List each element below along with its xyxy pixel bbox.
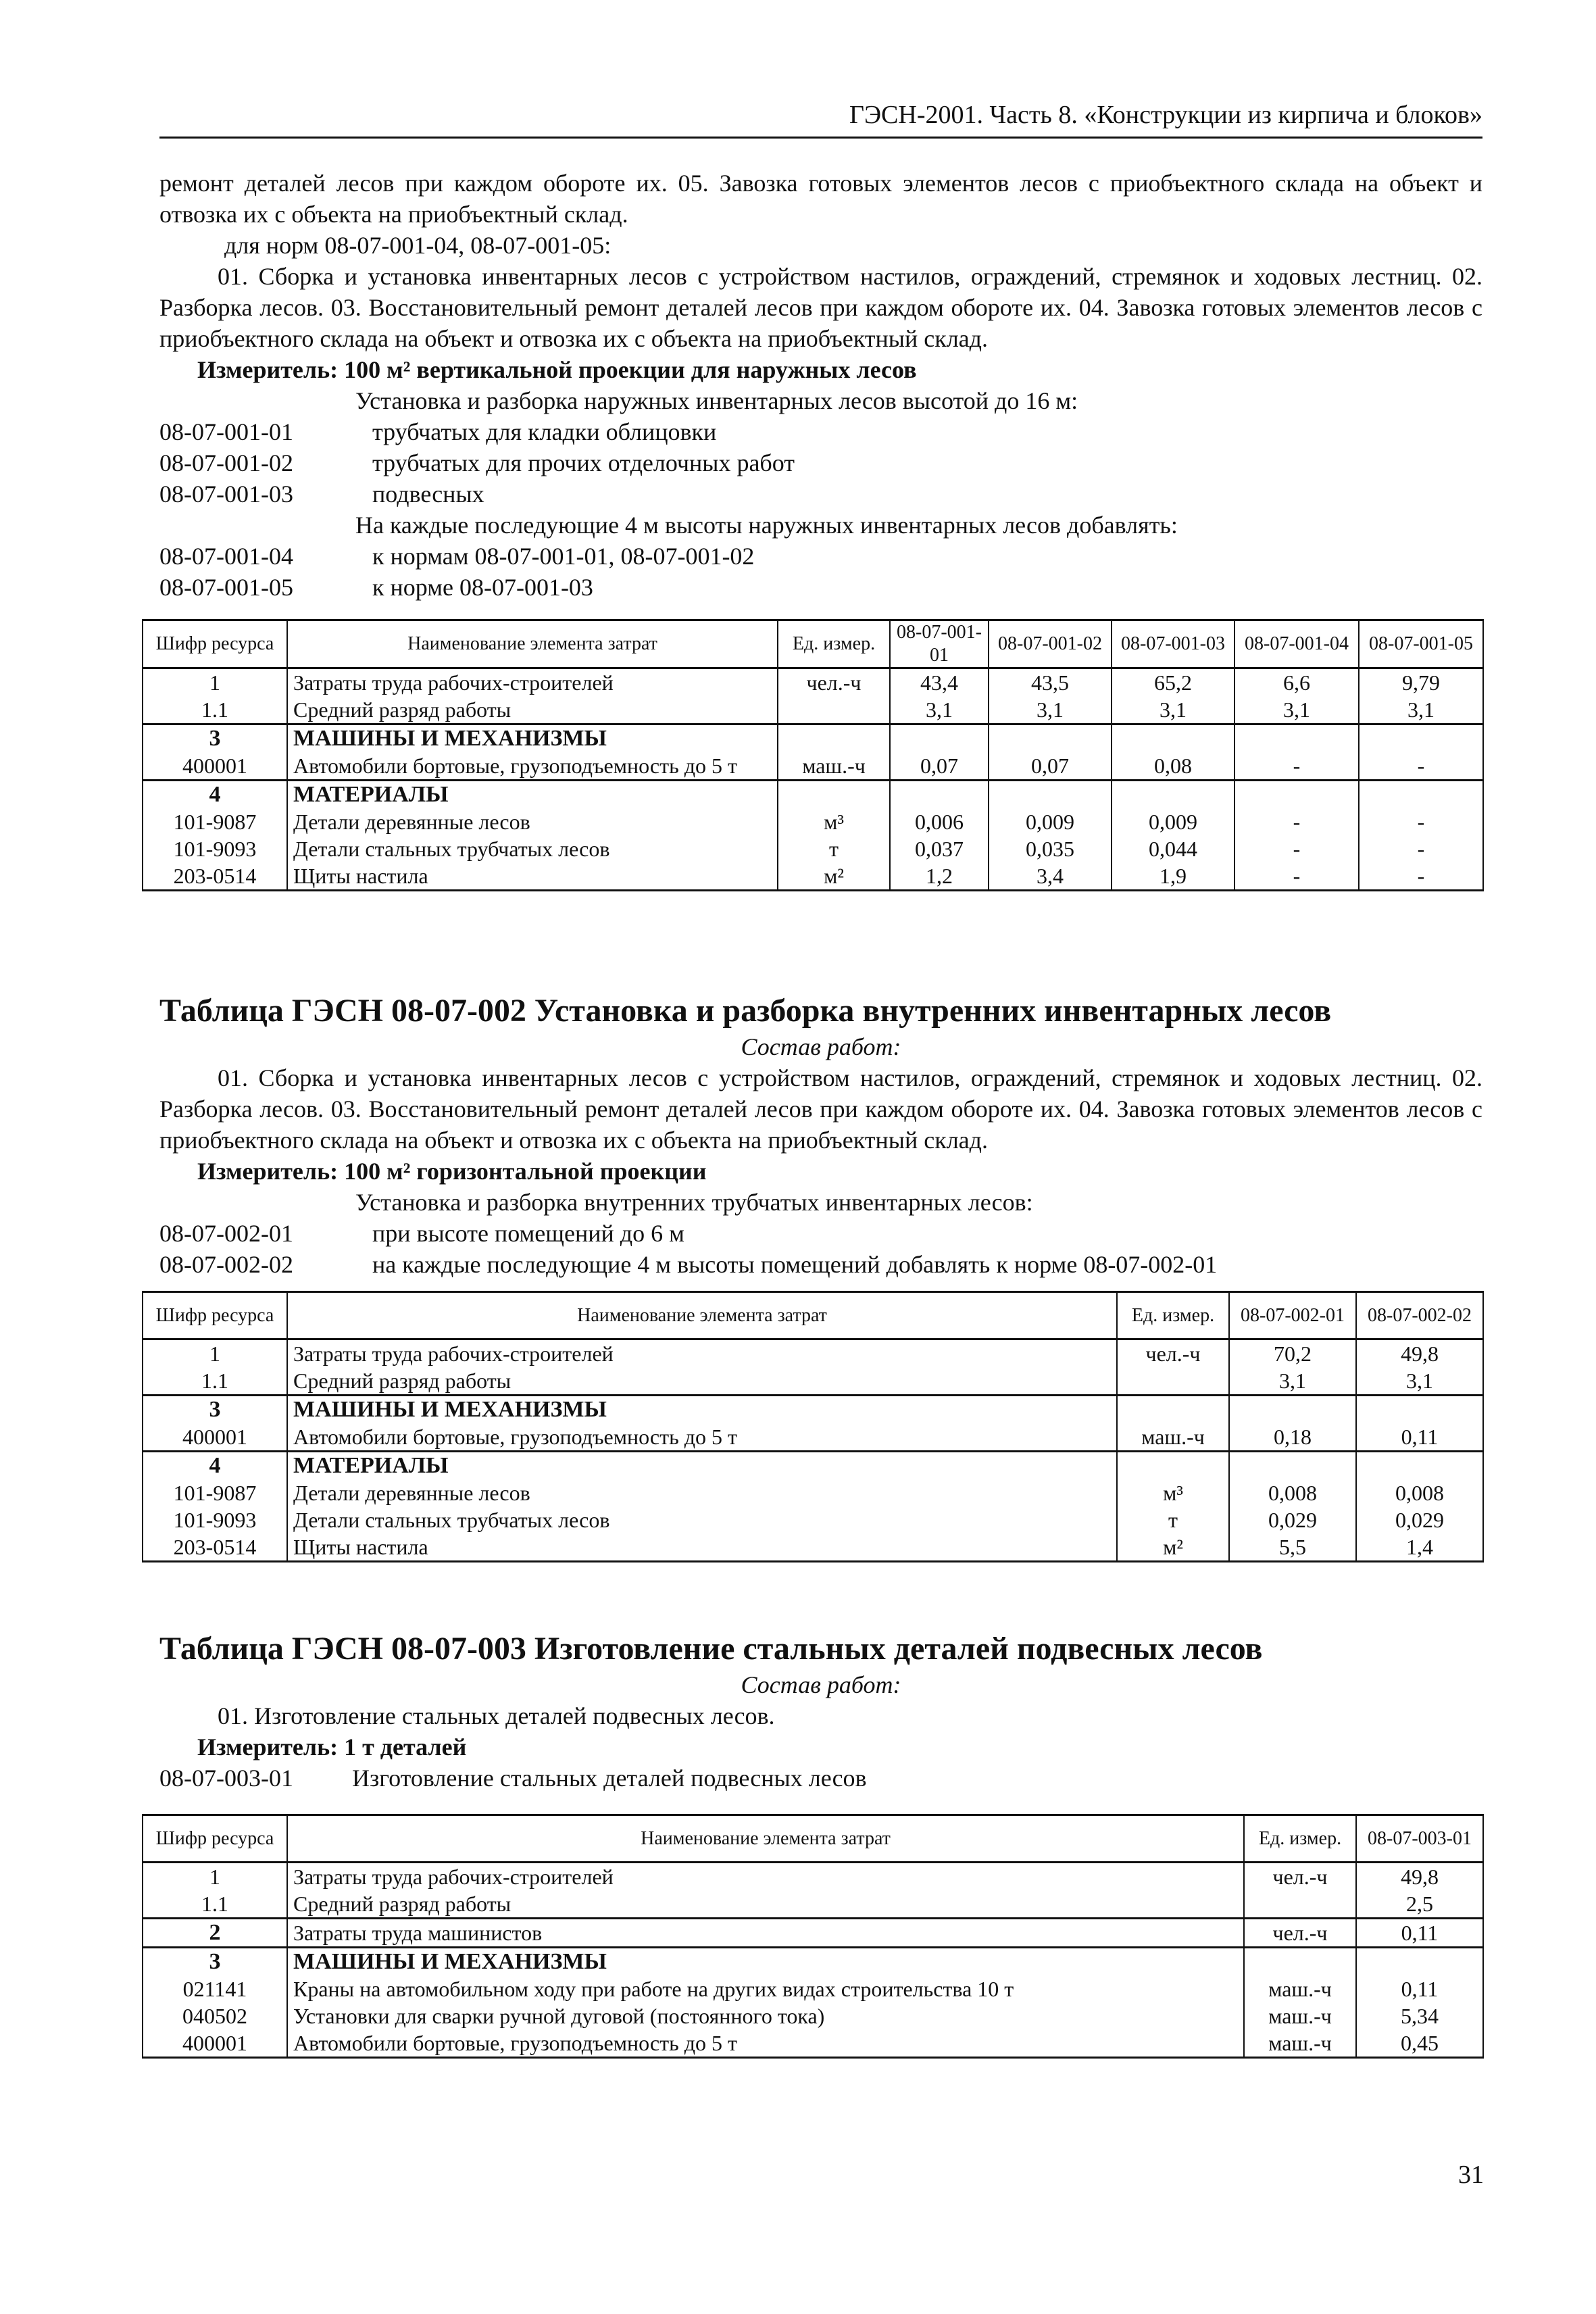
table-title: Таблица ГЭСН 08-07-003 Изготовление стальных деталей подвесных лесов <box>159 1631 1263 1667</box>
column-header: 08-07-001-01 <box>890 620 989 668</box>
table-row <box>143 835 1483 862</box>
table-row <box>143 1975 1483 2002</box>
cell-value: 5,5 <box>1229 1533 1356 1562</box>
cell-value: 3,1 <box>1356 1367 1483 1396</box>
cell-value: 0,07 <box>989 752 1112 781</box>
cell-value: - <box>1359 808 1483 835</box>
cell-value: 0,037 <box>890 835 989 862</box>
norm-code: 08-07-001-03 <box>159 481 293 508</box>
table-row <box>143 1339 1483 1368</box>
cell-unit: маш.-ч <box>1244 1975 1356 2002</box>
cell-value: 0,11 <box>1356 1919 1483 1948</box>
cell-value: 9,79 <box>1359 668 1483 697</box>
cell-value: 49,8 <box>1356 1863 1483 1891</box>
norm-row <box>159 1218 1482 1249</box>
cell-value: 0,009 <box>1112 808 1235 835</box>
cell-code: 101-9093 <box>143 835 287 862</box>
group-title: МАШИНЫ И МЕХАНИЗМЫ <box>287 1396 1117 1424</box>
cell-value: 0,044 <box>1112 835 1235 862</box>
table-row <box>143 1533 1483 1562</box>
group-title: МАШИНЫ И МЕХАНИЗМЫ <box>287 724 778 753</box>
cell-value: 65,2 <box>1112 668 1235 697</box>
column-header: Шифр ресурса <box>143 1815 287 1863</box>
cell-value: 0,45 <box>1356 2029 1483 2058</box>
table-title: Таблица ГЭСН 08-07-002 Установка и разборка внутренних инвентарных лесов <box>159 993 1332 1029</box>
group-title: МАТЕРИАЛЫ <box>287 781 778 809</box>
cell-unit: маш.-ч <box>1244 2029 1356 2058</box>
column-header: Наименование элемента затрат <box>287 1815 1244 1863</box>
table-row <box>143 1863 1483 1891</box>
cell-unit: т <box>778 835 890 862</box>
norm-text: на каждые последующие 4 м высоты помещений добавлять к норме 08-07-002-01 <box>372 1251 1218 1278</box>
cell-value: 1,4 <box>1356 1533 1483 1562</box>
works-composition: 01. Сборка и установка инвентарных лесов с устройством настилов, ограждений, стремянок и ходовых лестниц. 02. Разборка лесов. 03. Восстановительный ремонт деталей лесов при каждом обороте их. 04. Завозка готовых элементов лесов с приобъектного склада на объект и отвозка их с объекта на приобъектный склад. <box>159 1064 1482 1154</box>
cell-value: - <box>1235 752 1359 781</box>
table-row <box>143 668 1483 697</box>
cell-value: 1,9 <box>1112 862 1235 891</box>
table-header-row <box>143 1815 1483 1863</box>
table-header-row <box>143 620 1483 668</box>
cell-name: Детали деревянные лесов <box>287 1479 1117 1506</box>
cell-value: 3,4 <box>989 862 1112 891</box>
cell-code: 1.1 <box>143 1367 287 1396</box>
section-3-text <box>159 1629 1482 1794</box>
cell-code: 1.1 <box>143 696 287 724</box>
table-row <box>143 696 1483 724</box>
cell-value: - <box>1359 862 1483 891</box>
cell-name: Затраты труда рабочих-строителей <box>287 1863 1244 1891</box>
cell-name: Средний разряд работы <box>287 696 778 724</box>
table-group-row <box>143 724 1483 753</box>
column-header: Шифр ресурса <box>143 620 287 668</box>
cell-value: - <box>1359 752 1483 781</box>
resource-table-08-07-003 <box>142 1814 1484 2059</box>
cell-value: 0,035 <box>989 835 1112 862</box>
table-group-row <box>143 1948 1483 1976</box>
cell-value: 3,1 <box>1235 696 1359 724</box>
cell-unit <box>1117 1367 1229 1396</box>
table-group-row <box>143 781 1483 809</box>
cell-unit: маш.-ч <box>1244 2002 1356 2029</box>
column-header: Ед. измер. <box>1117 1292 1229 1339</box>
norm-code: 08-07-002-02 <box>159 1251 293 1278</box>
cell-value: 3,1 <box>1229 1367 1356 1396</box>
norm-code: 08-07-002-01 <box>159 1220 293 1247</box>
cell-unit: чел.-ч <box>778 668 890 697</box>
cell-name: Средний разряд работы <box>287 1890 1244 1919</box>
cell-code: 400001 <box>143 752 287 781</box>
works-composition: 01. Сборка и установка инвентарных лесов с устройством настилов, ограждений, стремянок и ходовых лестниц. 02. Разборка лесов. 03. Восстановительный ремонт деталей лесов при каждом обороте их. 04. Завозка готовых элементов лесов с приобъектного склада на объект и отвозка их с объекта на приобъектный склад. <box>159 263 1482 352</box>
cell-value: - <box>1235 808 1359 835</box>
subheading: Установка и разборка внутренних трубчатых инвентарных лесов: <box>355 1189 1033 1216</box>
cell-value: 5,34 <box>1356 2002 1483 2029</box>
table-row <box>143 2002 1483 2029</box>
norm-code: 08-07-001-02 <box>159 449 293 476</box>
cell-name: Автомобили бортовые, грузоподъемность до 5 т <box>287 1423 1117 1452</box>
cell-value: 2,5 <box>1356 1890 1483 1919</box>
table-row <box>143 862 1483 891</box>
cell-code: 1 <box>143 1863 287 1891</box>
cell-unit: м² <box>778 862 890 891</box>
norm-text: Изготовление стальных деталей подвесных лесов <box>352 1765 867 1792</box>
norm-text: трубчатых для прочих отделочных работ <box>372 449 795 476</box>
norm-code: 08-07-003-01 <box>159 1765 293 1792</box>
group-code: 3 <box>143 1396 287 1424</box>
table-row <box>143 1890 1483 1919</box>
cell-code: 400001 <box>143 2029 287 2058</box>
norm-text: трубчатых для кладки облицовки <box>372 418 717 445</box>
norm-code: 08-07-001-05 <box>159 574 293 601</box>
page-number: 31 <box>1458 2161 1484 2189</box>
norm-row <box>159 416 1482 447</box>
cell-value: - <box>1235 862 1359 891</box>
meter-line: Измеритель: 1 т деталей <box>197 1733 467 1761</box>
norm-row <box>159 447 1482 478</box>
meter-line: Измеритель: 100 м² горизонтальной проекции <box>197 1158 707 1185</box>
norm-text: к нормам 08-07-001-01, 08-07-001-02 <box>372 543 755 570</box>
cell-unit: чел.-ч <box>1244 1919 1356 1948</box>
norm-row <box>159 1249 1482 1280</box>
norm-row <box>159 478 1482 510</box>
running-header: ГЭСН-2001. Часть 8. «Конструкции из кирпича и блоков» <box>159 100 1482 139</box>
cell-code: 101-9093 <box>143 1506 287 1533</box>
table-group-row <box>143 1396 1483 1424</box>
cell-unit: м³ <box>778 808 890 835</box>
cell-value: 43,5 <box>989 668 1112 697</box>
norm-code: 08-07-001-01 <box>159 418 293 445</box>
cell-value: - <box>1359 835 1483 862</box>
norm-text: при высоте помещений до 6 м <box>372 1220 684 1247</box>
table-row <box>143 752 1483 781</box>
column-header: 08-07-003-01 <box>1356 1815 1483 1863</box>
cell-name: Детали стальных трубчатых лесов <box>287 835 778 862</box>
cell-value: 70,2 <box>1229 1339 1356 1368</box>
cell-value: 43,4 <box>890 668 989 697</box>
cell-name: Затраты труда рабочих-строителей <box>287 668 778 697</box>
table-row <box>143 1423 1483 1452</box>
group-code: 3 <box>143 724 287 753</box>
column-header: 08-07-002-01 <box>1229 1292 1356 1339</box>
section-1-text <box>159 168 1482 603</box>
cell-name: Средний разряд работы <box>287 1367 1117 1396</box>
table-row <box>143 1479 1483 1506</box>
cell-unit: чел.-ч <box>1117 1339 1229 1368</box>
subheading: Установка и разборка наружных инвентарных лесов высотой до 16 м: <box>355 387 1078 414</box>
table-row <box>143 2029 1483 2058</box>
cell-unit: маш.-ч <box>778 752 890 781</box>
cell-value: 0,006 <box>890 808 989 835</box>
group-code: 3 <box>143 1948 287 1976</box>
for-norms-line: для норм 08-07-001-04, 08-07-001-05: <box>224 232 612 259</box>
column-header: Наименование элемента затрат <box>287 620 778 668</box>
cell-code: 101-9087 <box>143 1479 287 1506</box>
composition-heading: Состав работ: <box>741 1671 901 1698</box>
cell-value: 0,18 <box>1229 1423 1356 1452</box>
cell-name: Щиты настила <box>287 862 778 891</box>
cell-value: 3,1 <box>1359 696 1483 724</box>
cell-name: Детали деревянные лесов <box>287 808 778 835</box>
cell-name: Затраты труда рабочих-строителей <box>287 1339 1117 1368</box>
cell-value: 0,11 <box>1356 1423 1483 1452</box>
composition-heading: Состав работ: <box>741 1033 901 1060</box>
subheading: На каждые последующие 4 м высоты наружных инвентарных лесов добавлять: <box>355 512 1178 539</box>
group-title: МАШИНЫ И МЕХАНИЗМЫ <box>287 1948 1244 1976</box>
cell-value: 0,029 <box>1229 1506 1356 1533</box>
cell-code: 101-9087 <box>143 808 287 835</box>
cell-name: Детали стальных трубчатых лесов <box>287 1506 1117 1533</box>
column-header: 08-07-001-02 <box>989 620 1112 668</box>
meter-line: Измеритель: 100 м² вертикальной проекции для наружных лесов <box>197 356 917 383</box>
column-header: 08-07-001-04 <box>1235 620 1359 668</box>
cell-unit: м² <box>1117 1533 1229 1562</box>
group-title: МАТЕРИАЛЫ <box>287 1452 1117 1480</box>
cell-code: 1.1 <box>143 1890 287 1919</box>
cell-unit <box>778 696 890 724</box>
cell-code: 1 <box>143 668 287 697</box>
norm-text: к норме 08-07-001-03 <box>372 574 593 601</box>
norm-code: 08-07-001-04 <box>159 543 293 570</box>
table-row <box>143 1367 1483 1396</box>
cell-value: 6,6 <box>1235 668 1359 697</box>
norm-row <box>159 572 1482 603</box>
cell-value: 0,008 <box>1356 1479 1483 1506</box>
group-code: 4 <box>143 781 287 809</box>
column-header: Ед. измер. <box>1244 1815 1356 1863</box>
cell-value: 0,08 <box>1112 752 1235 781</box>
cell-value: 49,8 <box>1356 1339 1483 1368</box>
cell-code: 2 <box>143 1919 287 1948</box>
table-row <box>143 808 1483 835</box>
table-row <box>143 1919 1483 1948</box>
norm-row <box>159 541 1482 572</box>
cell-code: 203-0514 <box>143 1533 287 1562</box>
cell-code: 021141 <box>143 1975 287 2002</box>
column-header: Шифр ресурса <box>143 1292 287 1339</box>
norm-row <box>159 1763 1482 1794</box>
table-group-row <box>143 1452 1483 1480</box>
cell-value: 1,2 <box>890 862 989 891</box>
cell-value: 0,11 <box>1356 1975 1483 2002</box>
cell-unit: чел.-ч <box>1244 1863 1356 1891</box>
continued-paragraph: ремонт деталей лесов при каждом обороте их. 05. Завозка готовых элементов лесов с приобъектного склада на объект и отвозка их с объекта на приобъектный склад. <box>159 170 1482 228</box>
cell-name: Краны на автомобильном ходу при работе на других видах строительства 10 т <box>287 1975 1244 2002</box>
cell-value: 3,1 <box>1112 696 1235 724</box>
resource-table-08-07-001 <box>142 619 1484 891</box>
column-header: Наименование элемента затрат <box>287 1292 1117 1339</box>
cell-value: 3,1 <box>890 696 989 724</box>
works-composition: 01. Изготовление стальных деталей подвесных лесов. <box>218 1702 775 1729</box>
cell-value: 0,008 <box>1229 1479 1356 1506</box>
cell-value: 0,07 <box>890 752 989 781</box>
cell-name: Затраты труда машинистов <box>287 1919 1244 1948</box>
cell-unit: маш.-ч <box>1117 1423 1229 1452</box>
column-header: Ед. измер. <box>778 620 890 668</box>
column-header: 08-07-001-05 <box>1359 620 1483 668</box>
norm-text: подвесных <box>372 481 484 508</box>
cell-unit <box>1244 1890 1356 1919</box>
cell-value: 0,029 <box>1356 1506 1483 1533</box>
cell-code: 040502 <box>143 2002 287 2029</box>
table-header-row <box>143 1292 1483 1339</box>
table-row <box>143 1506 1483 1533</box>
cell-value: 0,009 <box>989 808 1112 835</box>
cell-code: 400001 <box>143 1423 287 1452</box>
cell-name: Щиты настила <box>287 1533 1117 1562</box>
cell-name: Автомобили бортовые, грузоподъемность до 5 т <box>287 752 778 781</box>
column-header: 08-07-002-02 <box>1356 1292 1483 1339</box>
cell-value: 3,1 <box>989 696 1112 724</box>
resource-table-08-07-002 <box>142 1291 1484 1562</box>
section-2-text <box>159 991 1482 1280</box>
cell-code: 1 <box>143 1339 287 1368</box>
column-header: 08-07-001-03 <box>1112 620 1235 668</box>
cell-value: - <box>1235 835 1359 862</box>
cell-code: 203-0514 <box>143 862 287 891</box>
cell-unit: т <box>1117 1506 1229 1533</box>
group-code: 4 <box>143 1452 287 1480</box>
cell-name: Установки для сварки ручной дуговой (постоянного тока) <box>287 2002 1244 2029</box>
cell-name: Автомобили бортовые, грузоподъемность до 5 т <box>287 2029 1244 2058</box>
cell-unit: м³ <box>1117 1479 1229 1506</box>
